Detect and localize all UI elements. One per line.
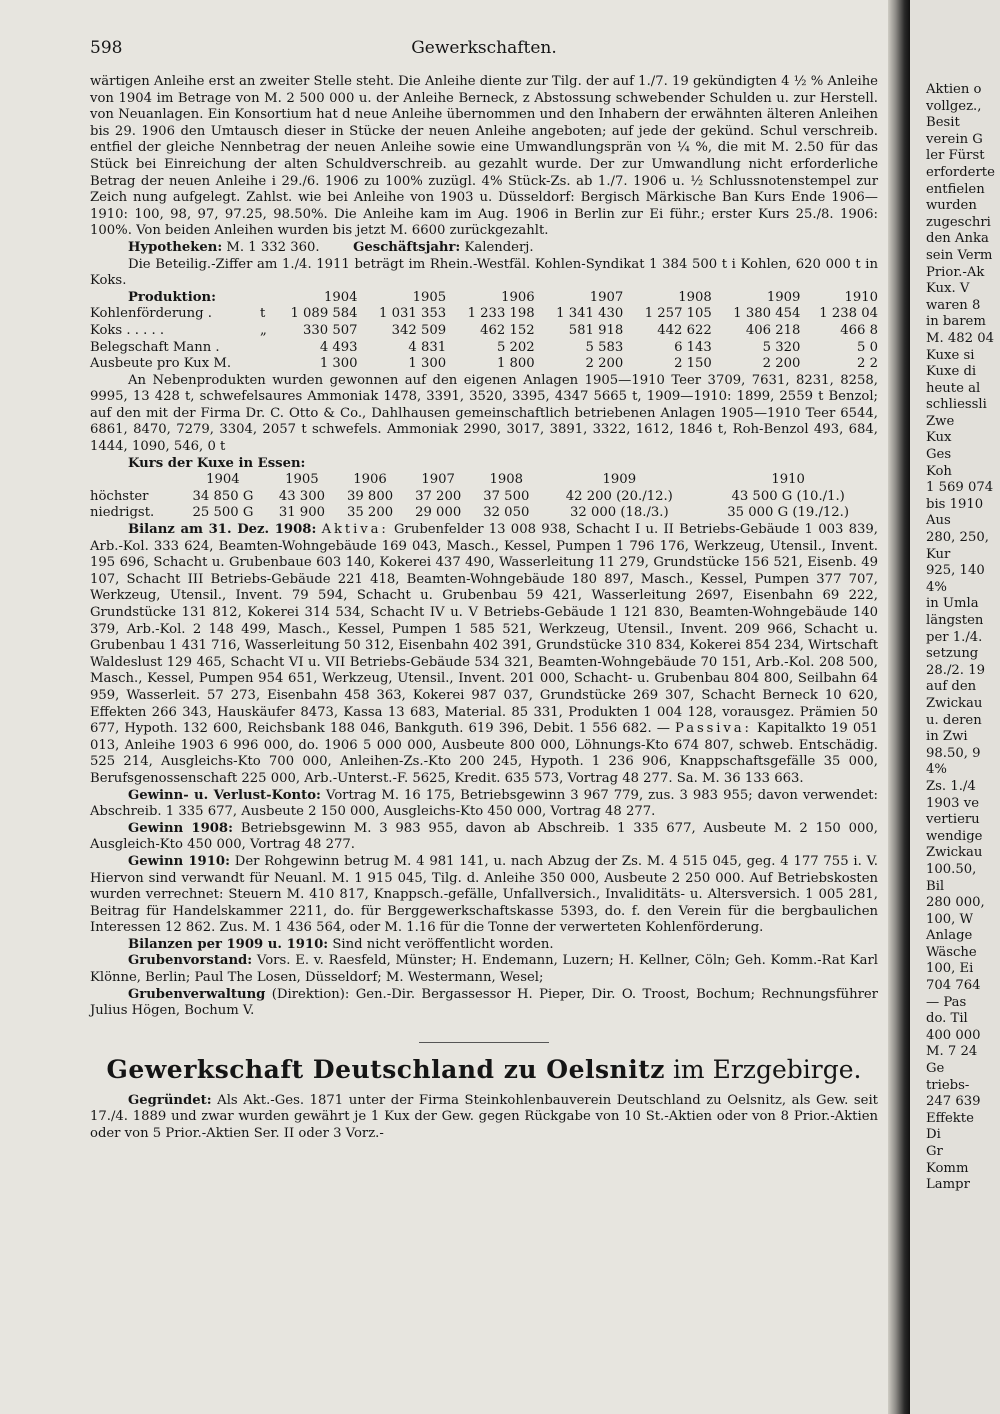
right-column-line: triebs- (926, 1077, 970, 1093)
right-column-line: Zwickau (926, 845, 983, 861)
cell: 1 341 430 (556, 306, 624, 322)
right-column-line: Lampr (926, 1177, 970, 1193)
bilanzen-paragraph (90, 937, 878, 954)
cell: 330 507 (303, 322, 358, 338)
cell: 32 050 (483, 505, 530, 521)
kurs-title: Kurs der Kuxe in Essen: (128, 455, 306, 471)
row-label: Belegschaft Mann . (90, 339, 220, 355)
right-column-line: u. deren (926, 712, 982, 728)
right-column-line: Aktien o (926, 82, 982, 97)
row-label: Kohlenförderung . (90, 306, 212, 322)
cell: 1 233 198 (467, 306, 535, 322)
right-column-line: zugeschri (926, 214, 991, 230)
right-column-line: schliessli (926, 397, 987, 413)
right-column-line: bis 1910 (926, 496, 984, 512)
aktiva-label: Aktiva: (321, 522, 389, 538)
right-column-line: entfielen (926, 181, 985, 197)
gewinn-1910-label: Gewinn 1910: (128, 853, 230, 869)
right-column-line: Kur (926, 546, 951, 562)
right-column-line: Kuxe di (926, 364, 977, 380)
book-gutter (888, 0, 910, 1414)
row-label: Koks . . . . . (90, 322, 165, 338)
right-column-line: Di (926, 1127, 941, 1143)
cell: 1 238 04 (819, 306, 878, 322)
intro-paragraph: wärtigen Anleihe erst an zweiter Stelle steht. Die Anleihe diente zur Tilg. der auf 1./7. 19 gekündigten 4 ½ % Anleihe von 1904 im Betrage von M. 2 500 000 u. der Anleihe Berneck, z Abstossung schwebender Schulden u. zur Herstell. von Neuanlagen. Ein Konsortium hat d neue Anleihe übernommen und den Inhabern der erwähnten älteren Anleihen bis 29. 1906 den Umtausch dieser in Stücke der neuen Anleihe angeboten; auf jede der gekünd. Schul verschreib. entfiel der gleiche Nennbetrag der neuen Anleihe sowie eine Umwandlungsprän von ¼ %, die mit M. 2.50 für das Stück bei Einreichung der alten Schuldverschreib. au gezahlt wurde. Der zur Umwandlung nicht erforderliche Betrag der neuen Anleihe i 29./6. 1906 zu 100% zuzügl. 4% Stück-Zs. ab 1./7. 1906 u. ½ Schlussnotenstempel zur Zeich nung aufgelegt. Zahlst. wie bei Anleihe von 1903 u. Düsseldorf: Bergisch Märkische Ban Kurs Ende 1906—1910: 100, 98, 97, 97.25, 98.50%. Die Anleihe kam im Aug. 1906 in Berlin zur Ei führ.; erster Kurs 25./8. 1906: 100%. Von beiden Anleihen wurden bis jetzt M. 6600 zurückgezahlt. (90, 74, 878, 239)
right-column-line: do. Til (926, 1011, 968, 1027)
right-column-line: in barem (926, 314, 986, 330)
right-column-line: 925, 140 (926, 563, 985, 579)
right-column-line: Komm (926, 1160, 969, 1176)
cell: 43 300 (278, 488, 325, 504)
right-column-line: Kuxe si (926, 347, 975, 363)
right-column-line: wurden (926, 198, 977, 214)
nebenprodukte-paragraph: An Nebenprodukten wurden gewonnen auf den eigenen Anlagen 1905—1910 Teer 3709, 7631, 8231, 8258, 9995, 13 428 t, schwefelsaures Ammoniak 1478, 3391, 3520, 3395, 4347 5665 t, 1909—1910: 1899, 2559 t Benzol; auf den mit der Firma Dr. C. Otto & Co., Dahlhausen gemeinschaftlich betriebenen Anlagen 1905—1910 Teer 6544, 6861, 8470, 7279, 3304, 2057 t schwefels. Ammoniak 2990, 3017, 3891, 3322, 1612, 1846 t, Roh-Benzol 493, 684, 1444, 1090, 546, 0 t (90, 372, 878, 455)
right-column (910, 82, 995, 1194)
section-title (90, 1055, 878, 1085)
right-column-line: heute al (926, 380, 981, 396)
right-column-line: Kux. V (926, 281, 970, 297)
row-label: Ausbeute pro Kux M. (90, 356, 232, 372)
produktion-year: 1905 (412, 289, 447, 305)
cell: 1 380 454 (733, 306, 801, 322)
kurs-header-row (90, 472, 878, 489)
page-header (90, 40, 878, 74)
cell: 1 300 (319, 356, 358, 372)
cell: 2 2 (857, 356, 878, 372)
cell: 35 200 (346, 505, 394, 521)
kurs-year: 1910 (771, 472, 805, 488)
page-title: Gewerkschaften. (411, 38, 557, 58)
cell: 31 900 (278, 505, 325, 521)
section-divider (419, 1042, 549, 1043)
cell: 6 143 (674, 339, 712, 355)
grubenverwaltung-paragraph (90, 987, 878, 1020)
main-column (90, 40, 878, 1143)
right-column-line: 4% (926, 762, 947, 778)
gegruendet-label: Gegründet: (128, 1092, 212, 1108)
row-unit (260, 356, 269, 373)
gv-konto-paragraph (90, 788, 878, 821)
geschaeftsjahr-label: Geschäftsjahr: (353, 239, 461, 255)
table-row (90, 356, 878, 373)
right-column-line: Zwickau (926, 695, 983, 711)
gewinn-1910-text: Der Rohgewinn betrug M. 4 981 141, u. nach Abzug der Zs. M. 4 515 045, geg. 4 177 755 i. V. Hiervon sind verwandt für Neuanl. M. 1 915 045, Tilg. d. Anleihe 350 000, Ausbeute 2 250 000. Auf Betriebskosten wurden verrechnet: Steuern M. 410 817, Knappsch.-gefälle, Unfallversich., Invaliditäts- u. Altersversich. 1 005 281, Beitrag für Handelskammer 2211, do. für Berggewerkschaftskasse 5393, do. f. den Verein für die bergbaulichen Interessen 12 862. Zus. M. 1 436 564, oder M. 1.16 für die Tonne der verwerteten Kohlenförderung. (90, 853, 878, 936)
right-column-line: Besit (926, 115, 960, 131)
right-column-line: per 1./4. (926, 629, 983, 645)
hypotheken-line (90, 240, 878, 257)
right-column-line: — Pas (926, 994, 967, 1010)
right-column-line: wendige (926, 828, 983, 844)
geschaeftsjahr-value: Kalenderj. (464, 239, 534, 255)
cell: 1 089 584 (290, 306, 358, 322)
right-column-line: Ges (926, 447, 952, 463)
right-column-line: Zs. 1./4 (926, 778, 976, 794)
right-column-line: 4% (926, 579, 947, 595)
cell: 37 200 (415, 488, 462, 504)
cell: 4 493 (319, 339, 358, 355)
section-title-bold: Gewerkschaft Deutschland zu Oelsnitz (106, 1054, 665, 1084)
right-column-line: erforderte (926, 164, 995, 180)
gewinn-1908-label: Gewinn 1908: (128, 820, 233, 836)
kurs-year: 1905 (285, 472, 319, 488)
bilanz-label: Bilanz am 31. Dez. 1908: (128, 522, 317, 538)
produktion-year: 1906 (501, 289, 535, 305)
kurs-year: 1908 (489, 472, 524, 488)
produktion-unit-header (260, 290, 269, 307)
cell: 29 000 (415, 505, 462, 521)
right-column-line: Wäsche (926, 944, 977, 960)
right-column-line: den Anka (926, 231, 989, 247)
right-column-line: in Umla (926, 596, 979, 612)
right-column-line: Kux (926, 430, 952, 446)
kurs-year: 1909 (602, 472, 637, 488)
right-column-line: 100, W (926, 911, 974, 927)
right-column-line: sein Verm (926, 247, 993, 263)
beteiligung-paragraph: Die Beteilig.-Ziffer am 1./4. 1911 beträgt im Rhein.-Westfäl. Kohlen-Syndikat 1 384 500 t i Kohlen, 620 000 t in Koks. (90, 256, 878, 289)
right-column-line: Gr (926, 1144, 943, 1159)
cell: 25 500 G (192, 505, 254, 521)
cell: 406 218 (745, 322, 801, 338)
right-column-line: auf den (926, 679, 977, 695)
produktion-year: 1904 (324, 289, 358, 305)
produktion-year: 1909 (766, 289, 801, 305)
cell: 35 000 G (19./12.) (727, 505, 850, 521)
cell: 4 831 (408, 339, 447, 355)
right-column-line: Koh (926, 463, 952, 479)
produktion-label: Produktion: (128, 289, 216, 305)
produktion-header-row (90, 290, 878, 307)
bilanzen-text: Sind nicht veröffentlicht worden. (332, 936, 554, 952)
right-column-line: setzung (926, 646, 979, 662)
cell: 466 8 (840, 322, 878, 338)
right-column-line: vollgez., (926, 98, 982, 114)
right-column-line: 28./2. 19 (926, 662, 985, 678)
grubenverwaltung-text: (Direktion): Gen.-Dir. Bergassessor H. Pieper, Dir. O. Troost, Bochum; Rechnungsführer Julius Högen, Bochum V. (90, 986, 878, 1019)
right-column-line: längsten (926, 613, 984, 628)
right-column-line: 280 000, (926, 895, 985, 911)
gewinn-1910-paragraph (90, 854, 878, 937)
grubenvorstand-label: Grubenvorstand: (128, 953, 253, 969)
produktion-label-cell (90, 290, 260, 307)
bilanzen-label: Bilanzen per 1909 u. 1910: (128, 936, 329, 952)
section-title-rest: im Erzgebirge. (672, 1054, 862, 1084)
right-column-line: waren 8 (926, 297, 981, 313)
cell: 2 200 (762, 356, 801, 372)
cell: 1 031 353 (379, 306, 447, 322)
cell: 2 200 (585, 356, 624, 372)
cell: 5 202 (496, 339, 535, 355)
right-column-line: Prior.-Ak (926, 264, 985, 280)
cell: 39 800 (346, 488, 394, 504)
gewinn-1908-text: Betriebsgewinn M. 3 983 955, davon ab Abschreib. 1 335 677, Ausbeute M. 2 150 000, Ausgleich-Kto 450 000, Vortrag 48 277. (90, 820, 878, 853)
right-column-line: Effekte (926, 1110, 974, 1126)
gewinn-1908-paragraph (90, 821, 878, 854)
right-column-line: 1903 ve (926, 795, 980, 811)
right-column-line: 1 569 074 (926, 480, 994, 496)
right-column-line: 704 764 (926, 978, 981, 994)
right-column-line: ler Fürst (926, 148, 985, 164)
passiva-label: Passiva: (675, 721, 752, 737)
cell: 581 918 (568, 322, 624, 338)
grubenvorstand-text: Vors. E. v. Raesfeld, Münster; H. Endemann, Luzern; H. Kellner, Cöln; Geh. Komm.-Rat Karl Klönne, Berlin; Paul The Losen, Düsseldorf; M. Westermann, Wesel; (90, 953, 878, 986)
right-column-line: 247 639 (926, 1094, 981, 1110)
cell: 32 000 (18./3.) (570, 505, 669, 521)
cell: 462 152 (480, 322, 535, 338)
kurs-year: 1904 (206, 472, 240, 488)
row-label: niedrigst. (90, 505, 155, 521)
cell: 442 622 (657, 322, 712, 338)
hypotheken-value: M. 1 332 360. (226, 239, 320, 255)
right-column-line: Anlage (926, 928, 973, 944)
kurs-title-line (90, 456, 878, 473)
row-unit: t (260, 306, 266, 322)
right-column-line: verein G (926, 131, 983, 147)
right-column-line: in Zwi (926, 729, 968, 745)
gegruendet-paragraph (90, 1093, 878, 1143)
page-number: 598 (90, 38, 123, 58)
produktion-year: 1910 (844, 289, 878, 305)
cell: 42 200 (20./12.) (565, 488, 673, 504)
kurs-label-header (90, 472, 178, 489)
right-column-line: vertieru (926, 812, 980, 828)
table-row (90, 505, 878, 522)
right-column-line: Bil (926, 878, 945, 894)
kurs-table (90, 472, 878, 522)
row-unit: „ (260, 322, 267, 338)
right-column-line: M. 482 04 (926, 330, 995, 346)
cell: 34 850 G (192, 488, 254, 504)
table-row (90, 340, 878, 357)
gv-konto-label: Gewinn- u. Verlust-Konto: (128, 787, 321, 803)
cell: 1 257 105 (644, 306, 712, 322)
right-column-line: 100.50, (926, 861, 977, 877)
kurs-year: 1906 (353, 472, 387, 488)
gv-konto-text: Vortrag M. 16 175, Betriebsgewinn 3 967 779, zus. 3 983 955; davon verwendet: Abschreib. 1 335 677, Ausbeute 2 150 000, Ausgleichs-Kto 450 000, Vortrag 48 277. (90, 787, 878, 820)
cell: 43 500 G (10./1.) (731, 488, 845, 504)
cell: 5 320 (762, 339, 801, 355)
aktiva-text: Grubenfelder 13 008 938, Schacht I u. II Betriebs-Gebäude 1 003 839, Arb.-Kol. 333 624, Beamten-Wohngebäude 169 043, Masch., Kessel, Pumpen 1 796 176, Werkzeug, Utensil., Invent. 195 696, Schacht u. Grubenbaue 603 140, Kokerei 437 490, Wasserleitung 11 279, Grundstücke 156 521, Eisenb. 49 107, Schacht III Betriebs-Gebäude 221 418, Beamten-Wohngebäude 180 897, Masch., Kessel, Pumpen 377 707, Werkzeug, Utensil., Invent. 79 594, Schacht u. Grubenbau 59 421, Wasserleitung 2697, Eisenbahn 69 222, Grundstücke 131 812, Kokerei 314 534, Schacht IV u. V Betriebs-Gebäude 1 121 830, Beamten-Wohngebäude 140 379, Arb.-Kol. 2 148 499, Masch., Kessel, Pumpen 1 585 521, Werkzeug, Utensil., Invent. 209 966, Schacht u. Grubenbau 1 431 716, Wasserleitung 50 312, Eisenbahn 402 391, Grundstücke 310 834, Kokerei 854 234, Wirtschaft Waldeslust 129 465, Schacht VI u. VII Betriebs-Gebäude 534 321, Beamten-Wohngebäude 70 151, Arb.-Kol. 208 500, Masch., Kessel, Pumpen 954 651, Werkzeug, Utensil., Invent. 201 000, Schacht- u. Grubenbau 804 800, Seilbahn 64 959, Wasserleit. 57 273, Eisenbahn 458 363, Kokerei 987 037, Grundstücke 269 307, Schacht Berneck 10 620, Effekten 266 343, Hauskäufer 8473, Kassa 13 683, Material. 85 331, Produkten 1 004 128, vorausgez. Prämien 50 677, Hypoth. 132 600, Reichsbank 188 046, Bankguth. 619 396, Debit. 1 556 682. — (90, 522, 878, 737)
row-unit (260, 340, 269, 357)
table-row (90, 306, 878, 323)
produktion-year: 1907 (589, 289, 624, 305)
passiva-text: Kapitalkto 19 051 013, Anleihe 1903 6 996 000, do. 1906 5 000 000, Ausbeute 800 000, Löhnungs-Kto 674 807, schweb. Entschädig. 525 214, Ausgleichs-Kto 700 000, Anleihen-Zs.-Kto 200 245, Hypoth. 1 236 906, Knappschaftsgefälle 35 000, Berufsgenossenschaft 225 000, Arb.-Unterst.-F. 5625, Kredit. 635 573, Vortrag 48 277. Sa. M. 36 133 663. (90, 721, 879, 786)
bilanz-paragraph (90, 522, 878, 788)
right-column-line: Aus (926, 513, 951, 529)
right-column-line: Ge (926, 1061, 945, 1077)
cell: 2 150 (674, 356, 712, 372)
produktion-table (90, 290, 878, 373)
right-column-line: 98.50, 9 (926, 745, 981, 761)
cell: 5 583 (585, 339, 624, 355)
table-row (90, 323, 878, 340)
cell: 1 300 (408, 356, 447, 372)
grubenvorstand-paragraph (90, 953, 878, 986)
produktion-year: 1908 (678, 289, 712, 305)
right-column-line: 280, 250, (926, 530, 989, 546)
cell: 1 800 (496, 356, 535, 372)
cell: 342 509 (391, 322, 447, 338)
right-column-line: M. 7 24 (926, 1044, 978, 1060)
page-right-fragment (910, 0, 1000, 1414)
row-label: höchster (90, 488, 149, 504)
grubenverwaltung-label: Grubenverwaltung (128, 986, 266, 1002)
right-column-line: 100, Ei (926, 961, 974, 977)
right-column-line: Zwe (926, 413, 955, 429)
table-row (90, 489, 878, 506)
hypotheken-label: Hypotheken: (128, 239, 223, 255)
cell: 37 500 (483, 488, 530, 504)
cell: 5 0 (857, 339, 878, 355)
right-column-line: 400 000 (926, 1027, 981, 1043)
gegruendet-text: Als Akt.-Ges. 1871 unter der Firma Steinkohlenbauverein Deutschland zu Oelsnitz, als Gew. seit 17./4. 1889 und zwar wurden gewährt je 1 Kux der Gew. gegen Rückgabe von 10 St.-Aktien oder von 8 Prior.-Aktien oder von 5 Prior.-Aktien Ser. II oder 3 Vorz.- (90, 1092, 878, 1142)
kurs-year: 1907 (421, 472, 455, 488)
